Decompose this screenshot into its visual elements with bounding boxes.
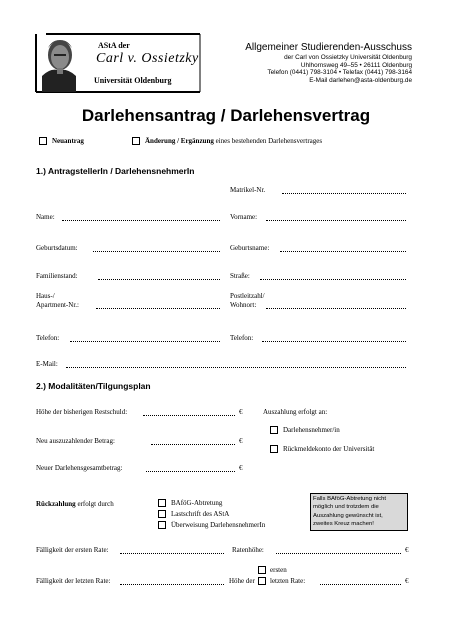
auszahlung-darlehensnehmer-label: Darlehensnehmer/in [283, 426, 340, 434]
haus-label-2: Apartment-Nr.: [36, 301, 79, 309]
asta-logo [28, 28, 203, 94]
email-field[interactable] [66, 367, 406, 368]
org-header [245, 42, 412, 84]
aenderung-suffix: eines bestehenden Darlehensvertrages [215, 137, 323, 145]
restschuld-currency: € [239, 408, 243, 416]
restschuld-field[interactable] [143, 415, 235, 416]
auszahlung-rueckmeldekonto-checkbox[interactable] [270, 445, 278, 453]
bafoeg-checkbox[interactable] [158, 499, 166, 507]
strasse-label: Straße: [230, 272, 250, 280]
vorname-field[interactable] [266, 220, 406, 221]
strasse-field[interactable] [260, 279, 406, 280]
faelligkeit-erste-field[interactable] [120, 553, 224, 554]
logo-asta-text: AStA der [98, 41, 130, 50]
faelligkeit-letzte-label: Fälligkeit der letzten Rate: [36, 577, 111, 585]
logo-signature: Carl v. Ossietzky [96, 51, 199, 66]
note-line: Auszahlung gewünscht ist, [313, 512, 383, 519]
rueckzahlung-label [36, 500, 114, 508]
org-email: E-Mail darlehen@asta-oldenburg.de [309, 76, 412, 84]
ratenhoehe-label: Ratenhöhe: [232, 546, 264, 554]
rueckzahlung-bold: Rückzahlung [36, 500, 76, 508]
wohnort-field[interactable] [266, 308, 406, 309]
matrikel-label: Matrikel-Nr. [230, 186, 266, 194]
restschuld-label: Höhe der bisherigen Restschuld: [36, 408, 128, 416]
auszahlung-rueckmeldekonto-label: Rückmeldekonto der Universität [283, 445, 375, 453]
lastschrift-label: Lastschrift des AStA [171, 510, 230, 518]
ratenhoehe-currency: € [405, 546, 409, 554]
telefon-field-2[interactable] [262, 341, 406, 342]
gesamtbetrag-field[interactable] [146, 471, 235, 472]
name-field[interactable] [62, 220, 220, 221]
ueberweisung-checkbox[interactable] [158, 521, 166, 529]
faelligkeit-erste-label: Fälligkeit der ersten Rate: [36, 546, 109, 554]
page-title: Darlehensantrag / Darlehensvertrag [81, 106, 371, 125]
ersten-label: ersten [270, 566, 287, 574]
telefon-field-1[interactable] [70, 341, 220, 342]
ratenhoehe-field[interactable] [276, 553, 401, 554]
ersten-rate-checkbox[interactable] [258, 566, 266, 574]
email-label: E-Mail: [36, 360, 58, 368]
faelligkeit-letzte-field[interactable] [120, 584, 224, 585]
org-name: Allgemeiner Studierenden-Ausschuss [245, 42, 412, 53]
plz-label-1: Postleitzahl/ [230, 292, 265, 300]
neuantrag-checkbox[interactable] [39, 137, 47, 145]
haus-label-1: Haus-/ [36, 292, 55, 300]
plz-label-2: Wohnort: [230, 301, 257, 309]
gesamtbetrag-currency: € [239, 464, 243, 472]
portrait-image [42, 40, 76, 92]
auszahlung-heading: Auszahlung erfolgt an: [263, 408, 328, 416]
neu-betrag-currency: € [239, 437, 243, 445]
familienstand-label: Familienstand: [36, 272, 78, 280]
logo-university-text: Universität Oldenburg [94, 76, 172, 85]
bafoeg-note-box [310, 493, 408, 531]
hoehe-der-label: Höhe der [229, 577, 255, 585]
aenderung-bold-label: Änderung / Ergänzung [145, 137, 214, 145]
geburtsname-field[interactable] [280, 251, 406, 252]
auszahlung-darlehensnehmer-checkbox[interactable] [270, 426, 278, 434]
bafoeg-label: BAföG-Abtretung [171, 499, 223, 507]
name-label: Name: [36, 213, 55, 221]
rueckzahlung-rest: erfolgt durch [77, 500, 114, 508]
neu-betrag-label: Neu auszuzahlender Betrag: [36, 437, 115, 445]
note-line: Falls BAföG-Abtretung nicht [313, 496, 387, 502]
geburtsdatum-label: Geburtsdatum: [36, 244, 78, 252]
neu-betrag-field[interactable] [151, 444, 235, 445]
geburtsname-label: Geburtsname: [230, 244, 270, 252]
section2-heading: 2.) Modalitäten/Tilgungsplan [36, 381, 151, 391]
letzte-rate-field[interactable] [320, 584, 401, 585]
aenderung-checkbox[interactable] [132, 137, 140, 145]
note-line: möglich und trotzdem die [313, 504, 379, 511]
aenderung-label [145, 137, 322, 145]
telefon-label-1: Telefon: [36, 334, 60, 342]
note-line: zweites Kreuz machen! [313, 521, 374, 528]
org-address: Uhlhornsweg 49–55 • 26111 Oldenburg [300, 61, 412, 69]
lastschrift-checkbox[interactable] [158, 510, 166, 518]
vorname-label: Vorname: [230, 213, 258, 221]
ueberweisung-label: Überweisung DarlehensnehmerIn [171, 521, 266, 529]
telefon-label-2: Telefon: [230, 334, 254, 342]
org-phone: Telefon (0441) 798-3104 • Telefax (0441) 798-3164 [267, 69, 412, 76]
neuantrag-label: Neuantrag [52, 137, 84, 145]
matrikel-field[interactable] [282, 193, 406, 194]
geburtsdatum-field[interactable] [93, 251, 220, 252]
section1-heading: 1.) AntragstellerIn / DarlehensnehmerIn [36, 166, 195, 176]
gesamtbetrag-label: Neuer Darlehensgesamtbetrag: [36, 464, 123, 472]
letzten-rate-label: letzten Rate: [270, 577, 306, 585]
letzte-rate-currency: € [405, 577, 409, 585]
familienstand-field[interactable] [98, 279, 220, 280]
org-line: der Carl von Ossietzky Universität Oldenburg [284, 54, 412, 61]
apartment-field[interactable] [96, 308, 220, 309]
letzten-rate-checkbox[interactable] [258, 577, 266, 585]
